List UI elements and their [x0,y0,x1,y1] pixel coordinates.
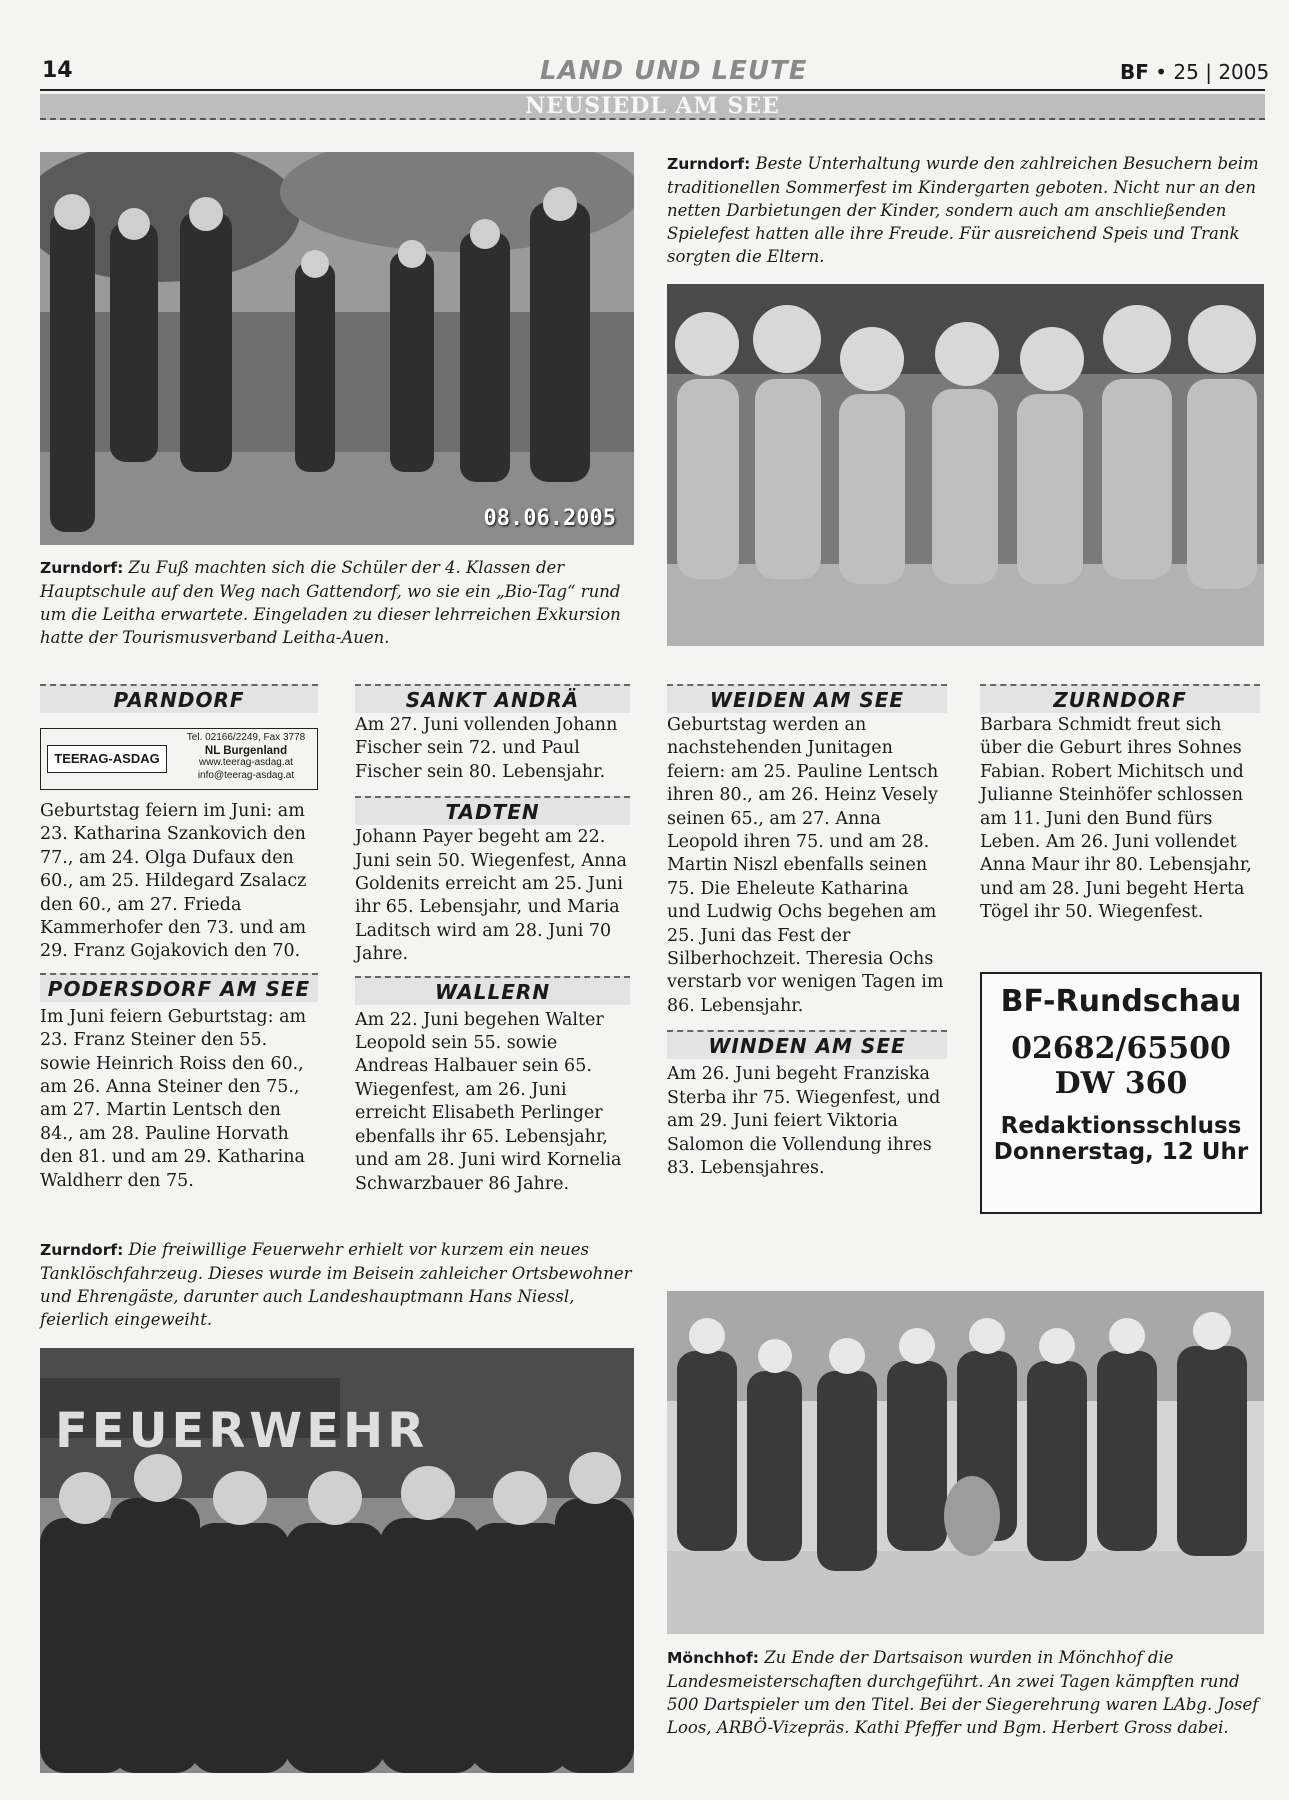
caption-place: Mönchhof: [667,1649,759,1667]
fire-brigade-photo [40,1348,634,1773]
sankt-andrae-text: Am 27. Juni vollenden Johann Fischer sein 72. und Paul Fischer sein 80. Lebensjahr. [355,715,618,782]
ad-email[interactable]: info@teerag-asdag.at [197,769,295,781]
winden-text: Am 26. Juni begeht Franziska Sterba ihr 75. Wiegenfest, und am 29. Juni feiert Viktoria Salomon die Vollendung ihres 83. Lebensjahres. [667,1064,941,1178]
ad-phone: Tel. 02166/2249, Fax 3778 [186,732,306,743]
caption-text: Die freiwillige Feuerwehr erhielt vor kurzem ein neues Tanklöschfahrzeug. Dieses wurde im Beisein zahleicher Ortsbewohner und Ehrengäste, darunter auch Landeshauptmann Hans Niessl, feierlich eingeweiht. [40,1240,632,1329]
caption-place: Zurndorf: [40,559,124,577]
deadline-time: Donnerstag, 12 Uhr [993,1139,1249,1165]
winden-heading: WINDEN AM SEE [667,1030,947,1059]
caption-text: Zu Ende der Dartsaison wurden in Mönchhof die Landesmeisterschaften durchgeführt. An zwei Tagen kämpften rund 500 Dartspieler um den Titel. Bei der Siegerehrung waren LAbg. Josef Loos, ARBÖ-Vizepräs. Kathi Pfeffer und Bgm. Herbert Gross dabei. [667,1648,1259,1737]
kindergarten-photo [667,284,1264,646]
header-rule [40,89,1265,91]
teerag-logo: TEERAG-ASDAG [47,745,167,773]
issue-info: BF • 25 | 2005 [1120,60,1270,84]
parndorf-text: Geburtstag feiern im Juni: am 23. Katharina Szankovich den 77., am 24. Olga Dufaux den 60., am 25. Hildegard Zsalacz den 60., am 27. Frieda Kammerhofer den 73. und am 29. Franz Gojakovich den 70. [40,801,307,962]
parndorf-heading: PARNDORF [40,684,318,713]
ad-branch: NL Burgenland [204,744,288,757]
column-2 [355,684,630,1196]
section-title: LAND UND LEUTE [540,56,808,86]
students-caption [40,556,634,649]
column-zurndorf [980,684,1260,925]
darts-photo [667,1291,1264,1634]
darts-caption [667,1646,1264,1739]
podersdorf-heading: PODERSDORF AM SEE [40,973,318,1002]
students-photo [40,152,634,545]
deadline-label: Redaktionsschluss [1000,1113,1242,1139]
caption-text: Zu Fuß machten sich die Schüler der 4. Klassen der Hauptschule auf den Weg nach Gattendorf, wo sie ein „Bio-Tag“ rund um die Leitha erwartete. Eingeladen zu dieser lehrreichen Exkursion hatte der Tourismusverband Leitha-Auen. [40,558,621,647]
rundschau-phone: 02682/65500 [1011,1031,1231,1066]
column-parndorf [40,684,318,1193]
wallern-heading: WALLERN [355,976,630,1005]
ad-web[interactable]: www.teerag-asdag.at [199,757,293,768]
rundschau-extension: DW 360 [1054,1066,1188,1101]
column-3 [667,684,947,1180]
caption-text: Beste Unterhaltung wurde den zahlreichen Besuchern beim traditionellen Sommerfest im Kindergarten geboten. Nicht nur an den netten Darbietungen der Kinder, sondern auch am anschließenden Spielefest hatten alle ihre Freude. Für ausreichend Speis und Trank sorgten die Eltern. [667,154,1259,266]
caption-place: Zurndorf: [40,1241,124,1259]
weiden-heading: WEIDEN AM SEE [667,684,947,713]
fire-caption [40,1238,634,1331]
issue-number: 25 | 2005 [1173,60,1270,84]
rundschau-box [980,972,1262,1214]
tadten-heading: TADTEN [355,796,630,825]
caption-place: Zurndorf: [667,155,751,173]
photo-date-stamp: 08.06.2005 [483,506,616,531]
zurndorf-text: Barbara Schmidt freut sich über die Geburt ihres Sohnes Fabian. Robert Michitsch und Julianne Steinhöfer schlossen am 11. Juni den Bund fürs Leben. Am 26. Juni vollendet Anna Maur ihr 80. Lebensjahr, und am 28. Juni begeht Herta Tögel ihr 50. Wiegenfest. [980,715,1252,923]
podersdorf-text: Im Juni feiern Geburtstag: am 23. Franz Steiner den 55. sowie Heinrich Roiss den 60., am 26. Anna Steiner den 75., am 27. Martin Lentsch den 84., am 28. Pauline Horvath den 81. und am 29. Katharina Waldherr den 75. [40,1006,307,1191]
rundschau-title: BF-Rundschau [1000,984,1242,1019]
ad-contact [176,732,316,782]
sankt-andrae-heading: SANKT ANDRÄ [355,684,630,713]
fire-station-sign: FEUERWEHR [55,1403,429,1459]
weiden-text: Geburtstag werden an nachstehenden Junitagen feiern: am 25. Pauline Lentsch ihren 80., am 26. Heinz Vesely seinen 65., am 27. Anna Leopold ihren 75. und am 28. Martin Niszl ebenfalls seinen 75. Die Eheleute Katharina und Ludwig Ochs begehen am 25. Juni das Fest der Silberhochzeit. Theresia Ochs verstarb vor wenigen Tagen im 86. Lebensjahr. [667,715,944,1016]
publication-name: BF [1120,60,1149,84]
wallern-text: Am 22. Juni begehen Walter Leopold sein 55. sowie Andreas Halbauer sein 65. Wiegenfest, am 26. Juni erreicht Elisabeth Perlinger ebenfalls ihr 65. Lebensjahr, und am 28. Juni wird Kornelia Schwarzbauer 86 Jahre. [355,1009,622,1194]
region-banner: NEUSIEDL AM SEE [40,94,1265,120]
tadten-text: Johann Payer begeht am 22. Juni sein 50. Wiegenfest, Anna Goldenits erreicht am 25. Juni ihr 65. Lebensjahr, und Maria Laditsch wird am 28. Juni 70 Jahre. [355,827,627,965]
page-number: 14 [42,58,73,83]
kindergarten-caption [667,152,1262,268]
teerag-ad [40,728,318,790]
zurndorf-heading: ZURNDORF [980,684,1260,713]
